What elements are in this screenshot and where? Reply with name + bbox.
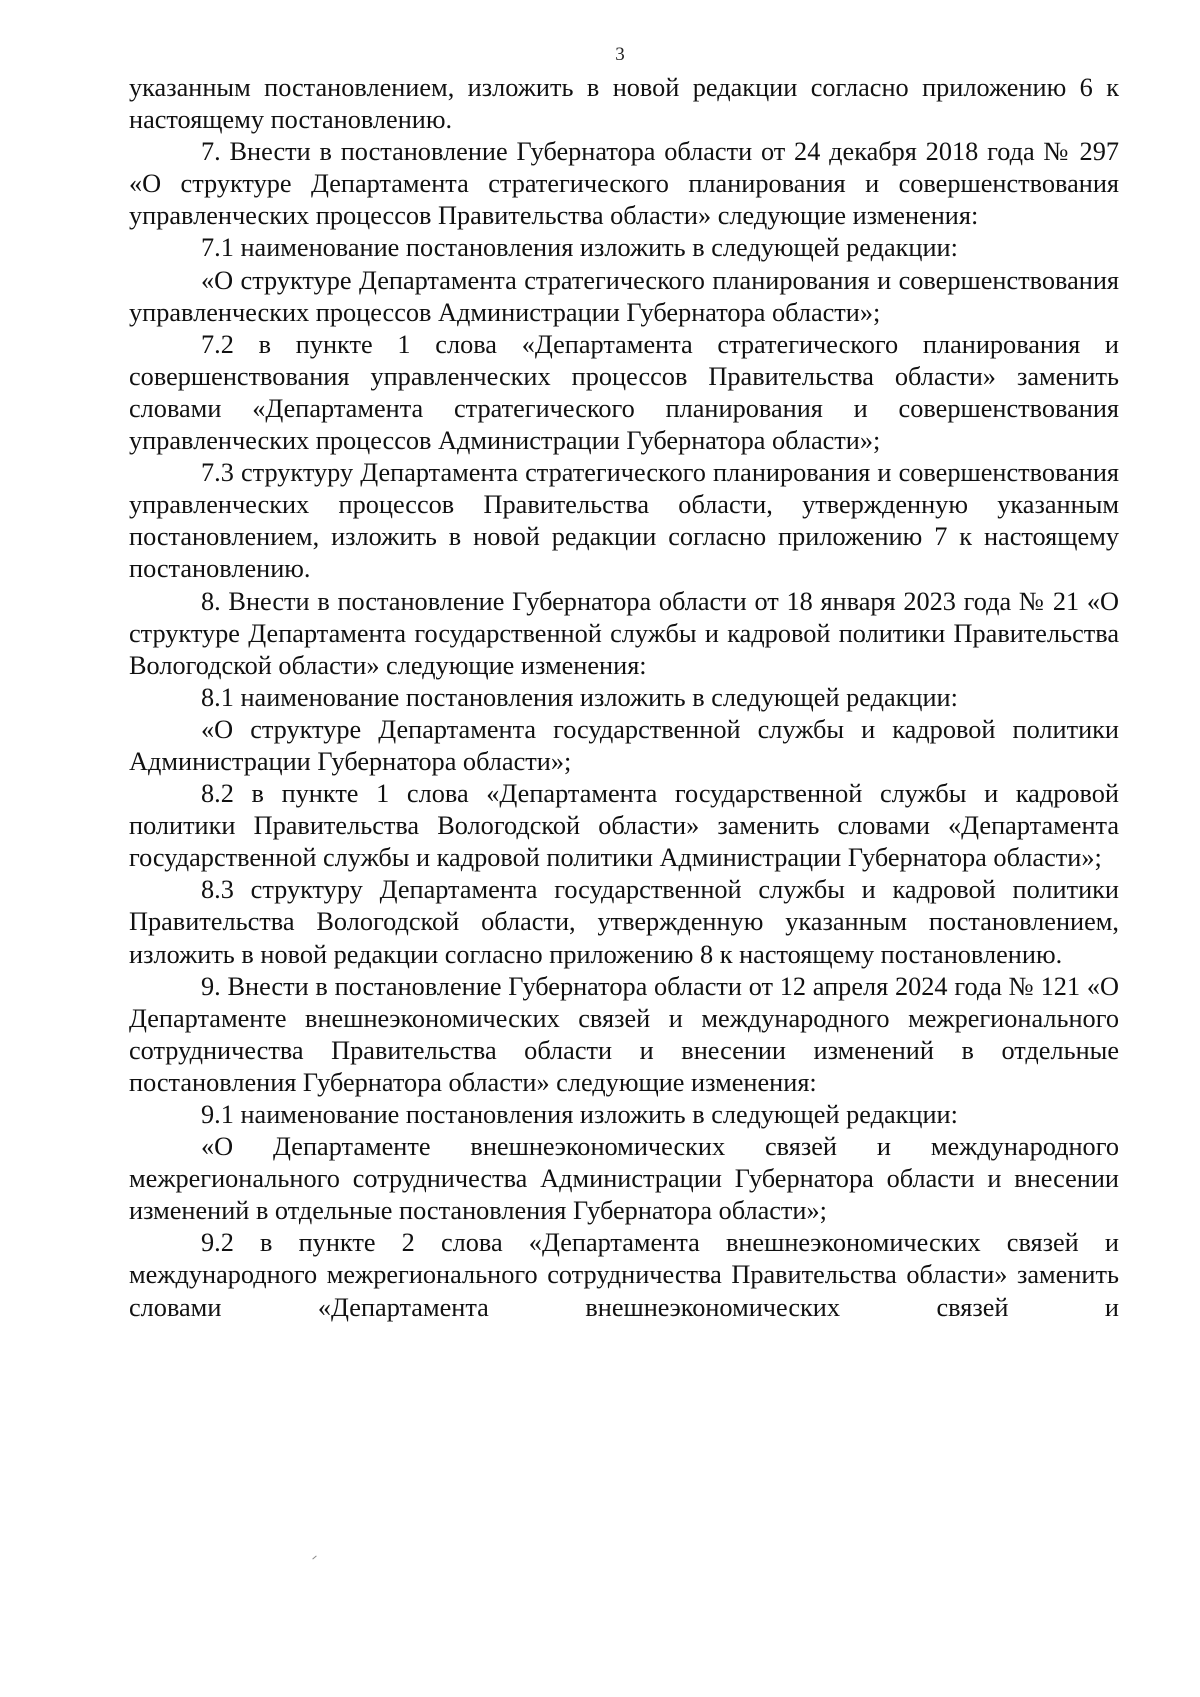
paragraph: 7. Внести в постановление Губернатора области от 24 декабря 2018 года № 297 «О структуре Департамента стратегического планирования и совершенствования управленческих процессов Правительства области» следующие изменения: [129,137,1119,231]
paragraph: 8.1 наименование постановления изложить в следующей редакции: [201,682,958,712]
paragraph: «О структуре Департамента государственной службы и кадровой политики Администрации Губернатора области»; [129,714,1119,776]
scan-artifact [312,1556,316,1560]
paragraph: 7.1 наименование постановления изложить в следующей редакции: [201,233,958,263]
paragraph: 7.2 в пункте 1 слова «Департамента стратегического планирования и совершенствования управленческих процессов Правительства области» заменить словами «Департамента стратегического планирования и совершенствования управленческих процессов Администрации Губернатора области»; [129,329,1119,456]
document-body [129,72,1119,1324]
paragraph: 8.2 в пункте 1 слова «Департамента государственной службы и кадровой политики Правительства Вологодской области» заменить словами «Департамента государственной службы и кадровой политики Администрации Губернатора области»; [129,779,1119,873]
paragraph: 9.1 наименование постановления изложить в следующей редакции: [201,1100,958,1129]
paragraph: 7.3 структуру Департамента стратегического планирования и совершенствования управленческих процессов Правительства области, утвержденную указанным постановлением, изложить в новой редакции согласно приложению 7 к настоящему постановлению. [129,458,1119,584]
paragraph-last: 9.2 в пункте 2 слова «Департамента внешнеэкономических связей и международного межрегионального сотрудничества Правительства области» заменить словами «Департамента внешнеэкономических связей и [129,1228,1119,1322]
paragraph: 8.3 структуру Департамента государственной службы и кадровой политики Правительства Вологодской области, утвержденную указанным постановлением, изложить в новой редакции согласно приложению 8 к настоящему постановлению. [129,875,1119,969]
page-number: 3 [615,44,625,65]
paragraph: «О структуре Департамента стратегического планирования и совершенствования управленческих процессов Администрации Губернатора области»; [129,265,1119,327]
paragraph: «О Департаменте внешнеэкономических связей и международного межрегионального сотрудничества Администрации Губернатора области и внесении изменений в отдельные постановления Губернатора области»; [129,1132,1119,1226]
paragraph: 8. Внести в постановление Губернатора области от 18 января 2023 года № 21 «О структуре Департамента государственной службы и кадровой политики Правительства Вологодской области» следующие изменения: [129,586,1119,680]
paragraph: указанным постановлением, изложить в новой редакции согласно приложению 6 к настоящему постановлению. [129,73,1119,135]
paragraph: 9. Внести в постановление Губернатора области от 12 апреля 2024 года № 121 «О Департаменте внешнеэкономических связей и международного межрегионального сотрудничества Правительства области и внесении изменений в отдельные постановления Губернатора области» следующие изменения: [129,971,1119,1097]
